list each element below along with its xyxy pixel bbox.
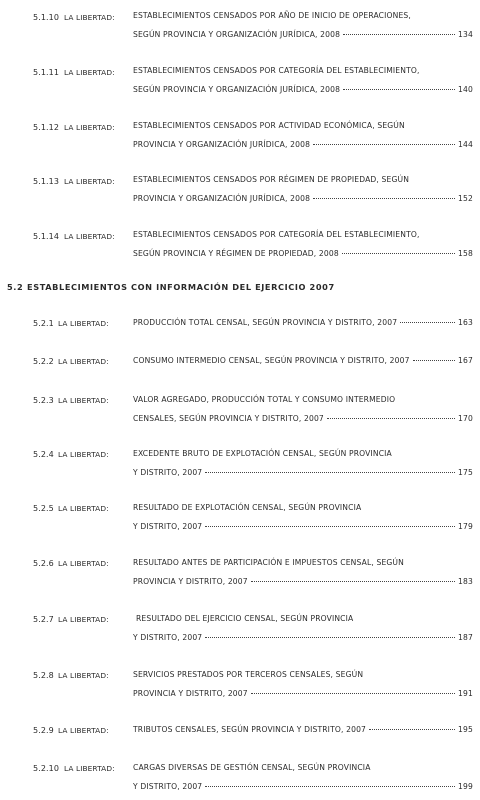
entry-title-line [133,409,473,428]
entry-title-line [133,517,473,536]
page-number: 183 [458,577,473,586]
entry-title-line [133,777,473,796]
dot-leader [327,418,455,419]
entry-title-text: ESTABLECIMIENTOS CENSADOS POR CATEGORÍA DEL ESTABLECIMIENTO, [133,230,420,239]
entry-region: LA LIBERTAD: [58,671,109,680]
entry-title-text: PRODUCCIÓN TOTAL CENSAL, SEGÚN PROVINCIA Y DISTRITO, 2007 [133,318,398,327]
entry-title-line [133,225,473,244]
page-number: 191 [458,689,473,698]
entry-title-text: ESTABLECIMIENTOS CENSADOS POR CATEGORÍA DEL ESTABLECIMIENTO, [133,66,420,75]
entry-title [133,351,473,370]
section-title: ESTABLECIMIENTOS CON INFORMACIÓN DEL EJERCICIO 2007 [27,282,335,292]
entry-number: 5.2.6 [33,559,54,568]
entry-number: 5.2.4 [33,450,54,459]
dot-leader [342,253,455,254]
entry-title [133,758,473,796]
entry-number: 5.2.3 [33,396,54,405]
entry-title-line [133,170,473,189]
entry-title-line [133,758,473,777]
dot-leader [400,322,455,323]
page-number: 175 [458,468,473,477]
entry-region: LA LIBERTAD: [58,615,109,624]
entry-title [133,116,473,154]
entry-title-text: ESTABLECIMIENTOS CENSADOS POR RÉGIMEN DE PROPIEDAD, SEGÚN [133,175,410,184]
section-number: 5.2 [7,282,24,292]
page-number: 195 [458,725,473,734]
dot-leader [251,581,455,582]
entry-title-text: SEGÚN PROVINCIA Y RÉGIMEN DE PROPIEDAD, 2008 [133,249,339,258]
entry-title-text: ESTABLECIMIENTOS CENSADOS POR AÑO DE INICIO DE OPERACIONES, [133,11,411,20]
entry-title-text: PROVINCIA Y DISTRITO, 2007 [133,577,248,586]
entry-region: LA LIBERTAD: [58,396,109,405]
page-number: 170 [458,414,473,423]
entry-title-text: RESULTADO ANTES DE PARTICIPACIÓN E IMPUESTOS CENSAL, SEGÚN [133,558,404,567]
entry-title-line [133,61,473,80]
entry-title-text: EXCEDENTE BRUTO DE EXPLOTACIÓN CENSAL, SEGÚN PROVINCIA [133,449,392,458]
entry-region: LA LIBERTAD: [58,450,109,459]
entry-title-text: RESULTADO DEL EJERCICIO CENSAL, SEGÚN PROVINCIA [136,614,354,623]
entry-title-text: TRIBUTOS CENSALES, SEGÚN PROVINCIA Y DISTRITO, 2007 [133,725,367,734]
dot-leader [205,637,455,638]
entry-title-line [133,6,473,25]
entry-title-text: ESTABLECIMIENTOS CENSADOS POR ACTIVIDAD ECONÓMICA, SEGÚN [133,121,405,130]
entry-title-line [133,244,473,263]
entry-number: 5.1.11 [33,68,60,77]
entry-number: 5.1.14 [33,232,60,241]
entry-region: LA LIBERTAD: [64,764,115,773]
entry-title-text: SEGÚN PROVINCIA Y ORGANIZACIÓN JURÍDICA, 2008 [133,85,341,94]
page-number: 134 [458,30,473,39]
entry-title-text: PROVINCIA Y DISTRITO, 2007 [133,689,248,698]
page-number: 163 [458,318,473,327]
entry-region: LA LIBERTAD: [58,357,109,366]
page-number: 158 [458,249,473,258]
dot-leader [413,360,455,361]
entry-region: LA LIBERTAD: [58,319,109,328]
entry-title-text: PROVINCIA Y ORGANIZACIÓN JURÍDICA, 2008 [133,194,311,203]
entry-number: 5.2.9 [33,726,54,735]
entry-number: 5.1.13 [33,177,60,186]
entry-title-line [133,444,473,463]
entry-title-text: PROVINCIA Y ORGANIZACIÓN JURÍDICA, 2008 [133,140,311,149]
dot-leader [343,89,455,90]
entry-number: 5.1.10 [33,13,60,22]
entry-title-line [133,116,473,135]
entry-title-line [133,463,473,482]
entry-title-text: SEGÚN PROVINCIA Y ORGANIZACIÓN JURÍDICA, 2008 [133,30,341,39]
page-number: 140 [458,85,473,94]
entry-title-line [133,609,473,628]
entry-title-text: RESULTADO DE EXPLOTACIÓN CENSAL, SEGÚN PROVINCIA [133,503,362,512]
page-number: 167 [458,356,473,365]
page-number: 144 [458,140,473,149]
entry-title-line [133,80,473,99]
entry-title-line [133,498,473,517]
entry-number: 5.1.12 [33,123,60,132]
entry-number: 5.2.5 [33,504,54,513]
entry-title [133,665,473,703]
entry-title-text: CENSALES, SEGÚN PROVINCIA Y DISTRITO, 2007 [133,414,324,423]
entry-title-text: SERVICIOS PRESTADOS POR TERCEROS CENSALES, SEGÚN [133,670,364,679]
entry-title [133,61,473,99]
page-number: 152 [458,194,473,203]
entry-region: LA LIBERTAD: [64,177,115,186]
entry-title [133,720,473,739]
entry-title [133,390,473,428]
dot-leader [251,693,455,694]
page-number: 179 [458,522,473,531]
entry-title-line [133,390,473,409]
entry-region: LA LIBERTAD: [64,123,115,132]
dot-leader [205,472,455,473]
entry-title-line [133,720,473,739]
entry-number: 5.2.7 [33,615,54,624]
entry-region: LA LIBERTAD: [64,232,115,241]
dot-leader [313,198,455,199]
entry-title-line [133,25,473,44]
entry-number: 5.2.1 [33,319,54,328]
entry-title-text: Y DISTRITO, 2007 [133,633,203,642]
entry-region: LA LIBERTAD: [64,68,115,77]
entry-title-line [133,628,473,647]
entry-title [133,498,473,536]
entry-title-text: VALOR AGREGADO, PRODUCCIÓN TOTAL Y CONSUMO INTERMEDIO [133,395,396,404]
entry-title-line [133,665,473,684]
entry-title-line [133,553,473,572]
entry-title-text: Y DISTRITO, 2007 [133,468,203,477]
dot-leader [343,34,455,35]
entry-title [133,225,473,263]
entry-title-text: CONSUMO INTERMEDIO CENSAL, SEGÚN PROVINCIA Y DISTRITO, 2007 [133,356,410,365]
entry-title-text: CARGAS DIVERSAS DE GESTIÓN CENSAL, SEGÚN PROVINCIA [133,763,371,772]
entry-title [133,553,473,591]
entry-number: 5.2.10 [33,764,60,773]
entry-region: LA LIBERTAD: [64,13,115,22]
entry-number: 5.2.8 [33,671,54,680]
entry-title-line [133,351,473,370]
entry-title [133,313,473,332]
dot-leader [313,144,455,145]
entry-title-text: Y DISTRITO, 2007 [133,782,203,791]
entry-title-line [133,313,473,332]
entry-title [133,609,473,647]
entry-region: LA LIBERTAD: [58,559,109,568]
dot-leader [205,786,455,787]
dot-leader [369,729,455,730]
entry-region: LA LIBERTAD: [58,504,109,513]
entry-region: LA LIBERTAD: [58,726,109,735]
entry-title [133,444,473,482]
entry-title-line [133,189,473,208]
entry-title-line [133,572,473,591]
entry-title-line [133,684,473,703]
entry-title-line [133,135,473,154]
entry-title [133,170,473,208]
dot-leader [205,526,455,527]
page-number: 187 [458,633,473,642]
entry-number: 5.2.2 [33,357,54,366]
section-heading [7,280,335,294]
page-number: 199 [458,782,473,791]
entry-title-text: Y DISTRITO, 2007 [133,522,203,531]
entry-title [133,6,473,44]
